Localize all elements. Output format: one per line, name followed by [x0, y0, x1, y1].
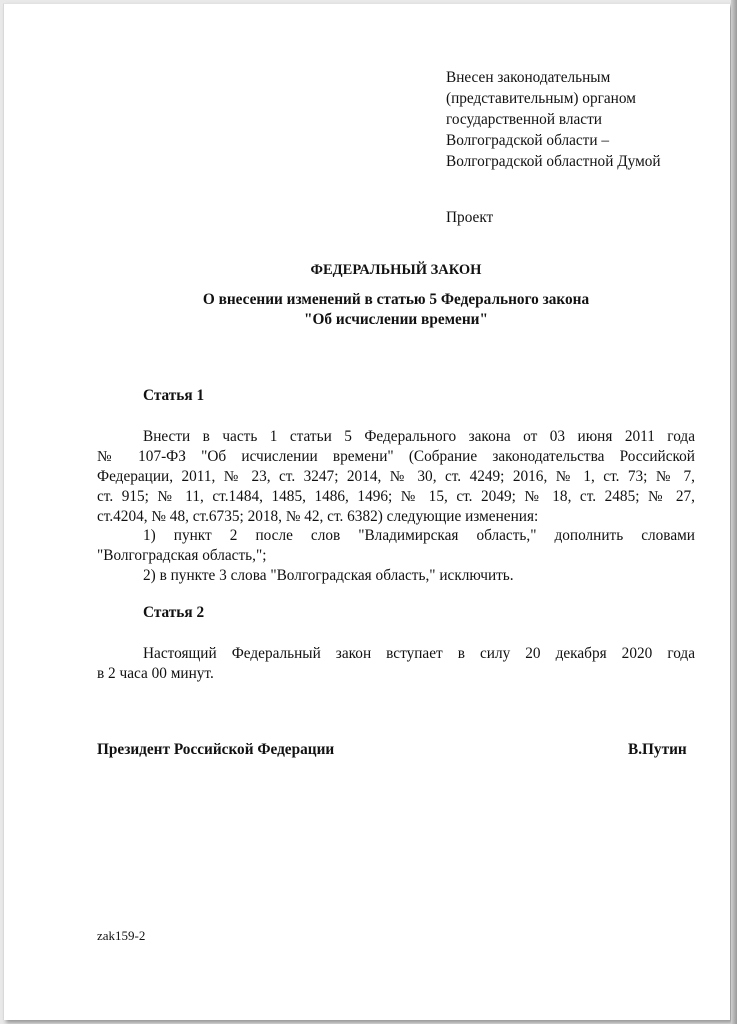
submitter-line: Волгоградской областной Думой — [446, 153, 661, 170]
article-2-heading: Статья 2 — [143, 604, 205, 621]
page-edge-shadow — [731, 0, 737, 1024]
draft-label: Проект — [446, 209, 494, 226]
document-code: zak159-2 — [97, 928, 146, 943]
signatory-position: Президент Российской Федерации — [97, 741, 335, 758]
article-1-line: № 107-ФЗ "Об исчислении времени" (Собрание законодательства Российской — [97, 448, 695, 465]
article-1-item-1: 1) пункт 2 после слов "Владимирская область," дополнить словами — [143, 527, 695, 544]
law-subject-line-2: "Об исчислении времени" — [304, 311, 488, 328]
article-1-line: Внести в часть 1 статьи 5 Федерального закона от 03 июня 2011 года — [143, 428, 695, 445]
article-2-line: Настоящий Федеральный закон вступает в силу 20 декабря 2020 года — [143, 645, 695, 662]
article-1-heading: Статья 1 — [143, 387, 205, 404]
document-type-title: ФЕДЕРАЛЬНЫЙ ЗАКОН — [310, 262, 482, 278]
article-1-item-1-cont: "Волгоградская область,"; — [97, 547, 267, 564]
submitter-line: (представительным) органом — [446, 90, 636, 107]
signatory-name: В.Путин — [628, 741, 687, 758]
article-1-line: ст. 915; № 11, ст.1484, 1485, 1486, 1496; № 15, ст. 2049; № 18, ст. 2485; № 27, — [97, 488, 695, 505]
article-2-line: в 2 часа 00 минут. — [97, 665, 214, 682]
submitter-line: Внесен законодательным — [446, 69, 611, 86]
law-subject-line-1: О внесении изменений в статью 5 Федерального закона — [202, 291, 590, 308]
article-1-item-2: 2) в пункте 3 слова "Волгоградская область," исключить. — [143, 567, 514, 584]
article-1-line: Федерации, 2011, № 23, ст. 3247; 2014, № 30, ст. 4249; 2016, № 1, ст. 73; № 7, — [97, 468, 695, 485]
submitter-line: государственной власти — [446, 111, 602, 128]
submitter-line: Волгоградской области – — [446, 132, 610, 149]
article-1-line: ст.4204, № 48, ст.6735; 2018, № 42, ст. 6382) следующие изменения: — [97, 508, 539, 525]
